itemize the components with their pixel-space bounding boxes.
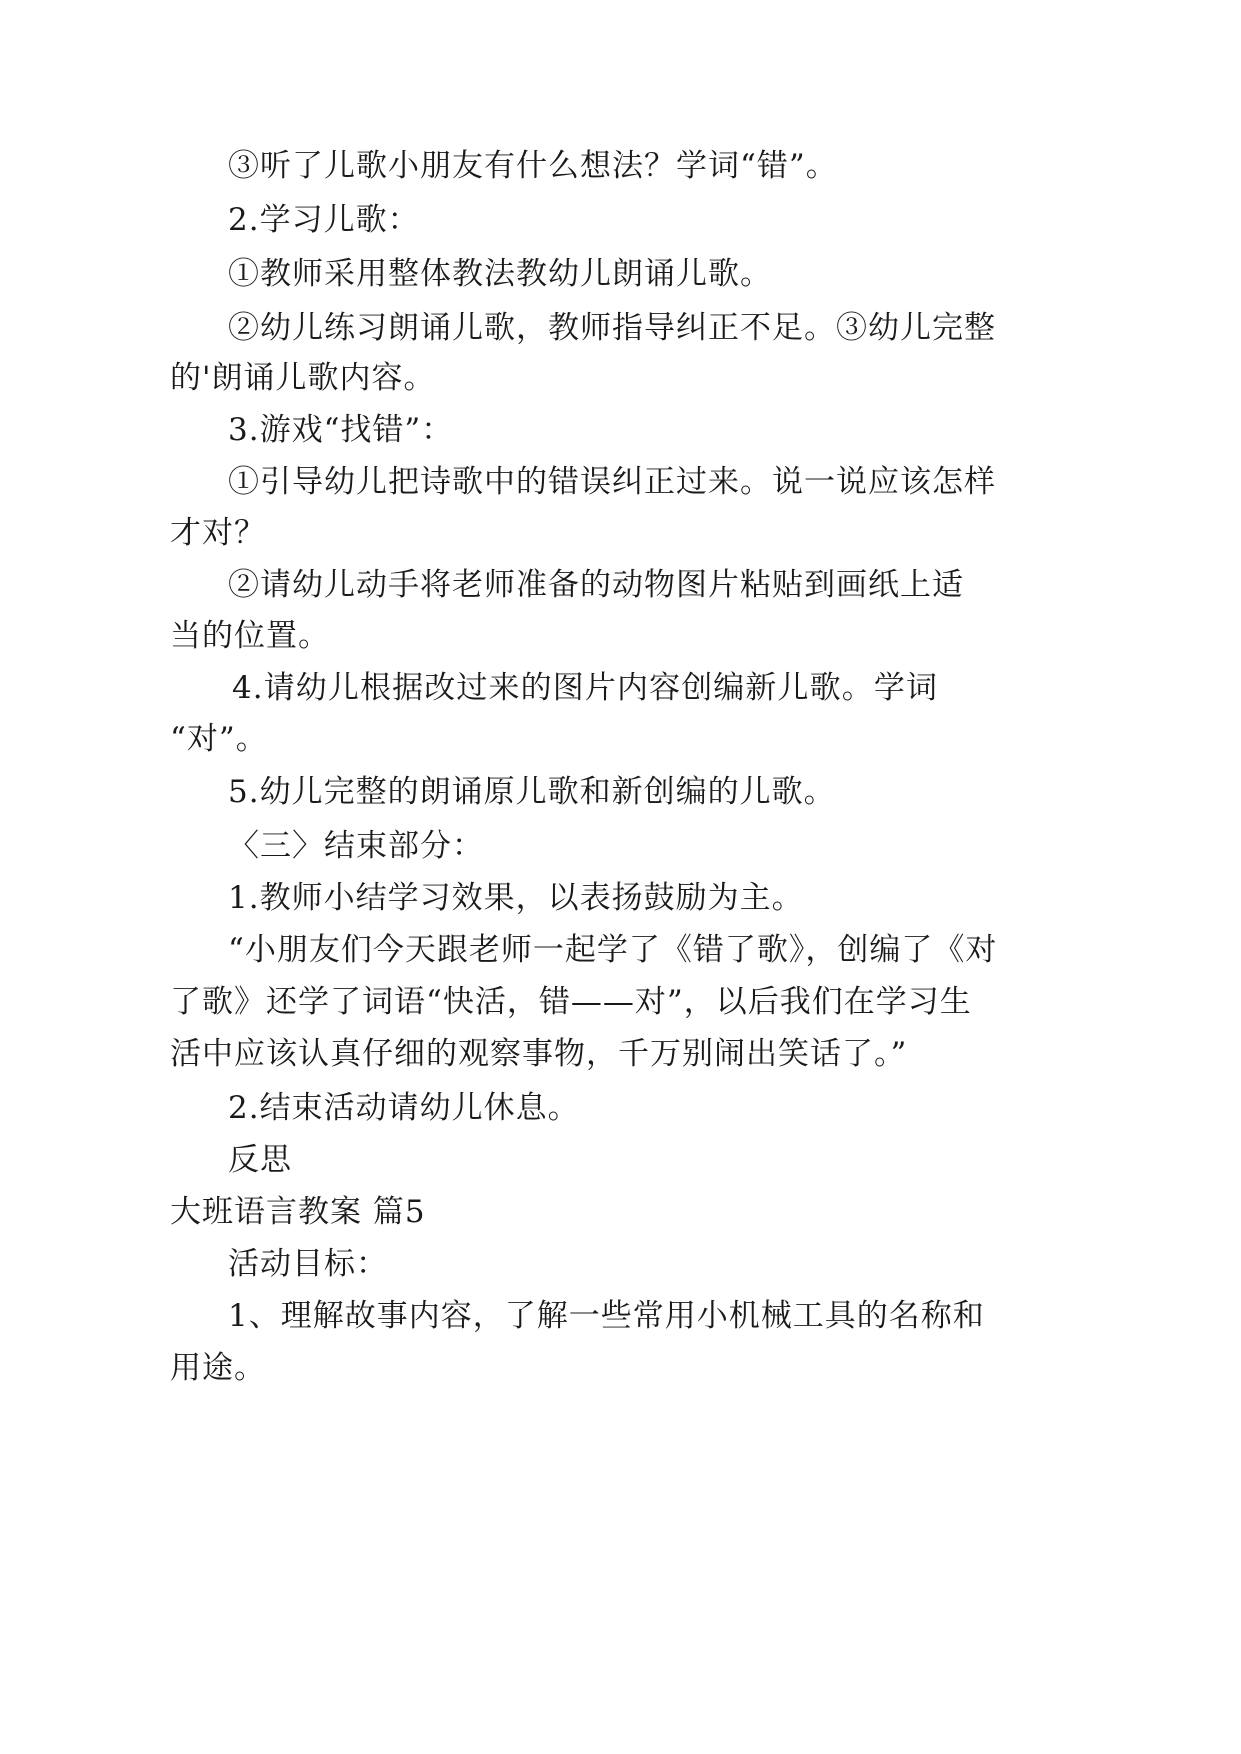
paragraph-line: “对”。 [170,721,268,757]
paragraph-line: 才对？ [170,515,266,551]
section-heading: 大班语言教案 篇5 [170,1194,426,1230]
paragraph-line: ②幼儿练习朗诵儿歌，教师指导纠正不足。③幼儿完整 [228,310,996,346]
paragraph-line: 的'朗诵儿歌内容。 [170,360,436,396]
paragraph-line: 活动目标： [228,1246,388,1282]
paragraph-line: 了歌》还学了词语“快活，错——对”，以后我们在学习生 [170,984,972,1020]
paragraph-line: 当的位置。 [170,618,330,654]
paragraph-line: 活中应该认真仔细的观察事物，千万别闹出笑话了。” [170,1036,908,1072]
paragraph-line: 5.幼儿完整的朗诵原儿歌和新创编的儿歌。 [228,774,836,810]
paragraph-line: “小朋友们今天跟老师一起学了《错了歌》，创编了《对 [228,932,998,968]
paragraph-line: ②请幼儿动手将老师准备的动物图片粘贴到画纸上适 [228,567,964,603]
paragraph-line: 1.教师小结学习效果，以表扬鼓励为主。 [228,880,804,916]
paragraph-line: ③听了儿歌小朋友有什么想法？学词“错”。 [228,148,838,184]
paragraph-line: ①教师采用整体教法教幼儿朗诵儿歌。 [228,256,772,292]
paragraph-line: 用途。 [170,1350,266,1386]
paragraph-line: 3.游戏“找错”： [228,412,454,448]
paragraph-line: 反思 [228,1142,292,1178]
paragraph-line: 2.学习儿歌： [228,202,420,238]
paragraph-line: 1、理解故事内容，了解一些常用小机械工具的名称和 [228,1298,985,1334]
paragraph-line: 2.结束活动请幼儿休息。 [228,1090,580,1126]
paragraph-line: ①引导幼儿把诗歌中的错误纠正过来。说一说应该怎样 [228,464,996,500]
paragraph-line: 〈三〉结束部分： [228,828,484,864]
paragraph-line: 4.请幼儿根据改过来的图片内容创编新儿歌。学词 [232,670,938,706]
